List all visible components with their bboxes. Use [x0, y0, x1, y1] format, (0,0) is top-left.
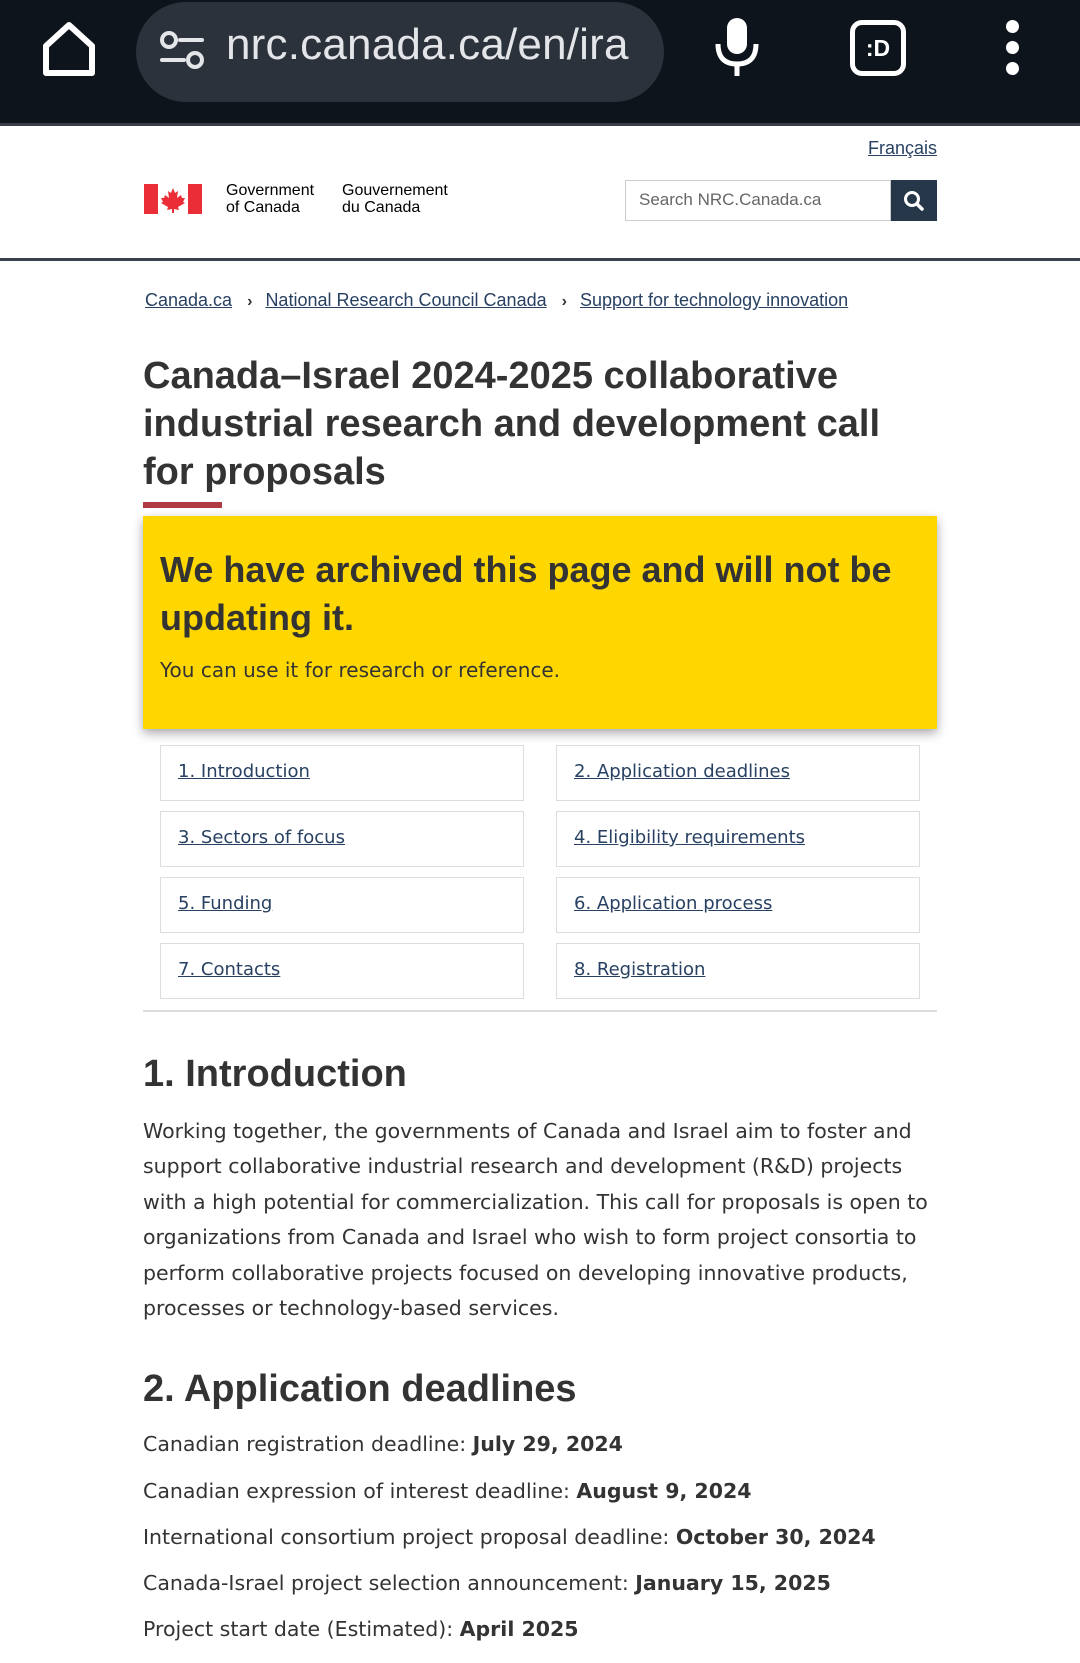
breadcrumb-support-tech-innovation[interactable]: Support for technology innovation: [579, 290, 849, 310]
search-icon: [891, 180, 937, 221]
deadline-item: [143, 1432, 623, 1456]
toc-application-process[interactable]: 6. Application process: [556, 877, 920, 933]
deadline-label: Project start date (Estimated):: [143, 1617, 460, 1641]
language-toggle-link[interactable]: Français: [868, 138, 938, 158]
toc-registration[interactable]: 8. Registration: [556, 943, 920, 999]
canada-flag-icon: [144, 184, 202, 214]
deadline-item: [143, 1525, 876, 1549]
archived-notice: [143, 516, 937, 729]
deadlines-heading: 2. Application deadlines: [143, 1368, 577, 1410]
deadline-item: [143, 1617, 579, 1641]
archived-notice-text: You can use it for research or reference.: [160, 658, 561, 682]
search-input[interactable]: Search NRC.Canada.ca: [625, 180, 891, 221]
gc-english-line1: Government: [226, 182, 315, 199]
url-text[interactable]: nrc.canada.ca/en/ira: [226, 20, 629, 69]
home-icon[interactable]: [38, 18, 100, 80]
gc-english-line2: of Canada: [226, 199, 300, 216]
deadline-label: Canadian registration deadline:: [143, 1432, 473, 1456]
deadline-date: January 15, 2025: [635, 1571, 831, 1595]
deadline-label: Canada-Israel project selection announcement:: [143, 1571, 636, 1595]
archived-notice-heading: We have archived this page and will not be updating it.: [160, 549, 892, 638]
search-button[interactable]: [891, 180, 937, 221]
deadline-label: Canadian expression of interest deadline:: [143, 1479, 577, 1503]
toc-introduction[interactable]: 1. Introduction: [160, 745, 524, 801]
toc-funding[interactable]: 5. Funding: [160, 877, 524, 933]
toc-sectors-of-focus[interactable]: 3. Sectors of focus: [160, 811, 524, 867]
deadline-date: July 29, 2024: [472, 1432, 623, 1456]
more-options-icon[interactable]: [1000, 20, 1024, 76]
introduction-paragraph: Working together, the governments of Canada and Israel aim to foster and support collaborative industrial research and development (R&D) projects with a high potential for commercialization. This call for proposals is open to organizations from Canada and Israel who wish to form project consortia to perform collaborative projects focused on developing innovative products, processes or technology-based services.: [143, 1119, 928, 1321]
title-accent-bar: [143, 502, 222, 508]
address-bar[interactable]: [136, 2, 664, 102]
gc-french-wordmark: [342, 182, 448, 216]
chevron-right-icon: ›: [561, 293, 567, 310]
toc-eligibility-requirements[interactable]: 4. Eligibility requirements: [556, 811, 920, 867]
microphone-icon[interactable]: [712, 16, 762, 78]
breadcrumb: [145, 290, 848, 311]
toc-contacts[interactable]: 7. Contacts: [160, 943, 524, 999]
toc-application-deadlines[interactable]: 2. Application deadlines: [556, 745, 920, 801]
browser-toolbar: [0, 0, 1080, 126]
breadcrumb-nrc[interactable]: National Research Council Canada: [265, 290, 547, 310]
deadline-date: October 30, 2024: [675, 1525, 876, 1549]
gc-french-line1: Gouvernement: [342, 182, 448, 199]
site-settings-icon[interactable]: [158, 30, 206, 70]
page-title: Canada–Israel 2024-2025 collaborative industrial research and development call for proposals: [143, 355, 881, 493]
deadline-date: August 9, 2024: [576, 1479, 752, 1503]
header-divider: [0, 258, 1080, 261]
deadline-item: [143, 1571, 831, 1595]
deadline-item: [143, 1479, 752, 1503]
tab-switcher-button[interactable]: :D: [850, 20, 906, 76]
toc-divider: [143, 1010, 937, 1012]
chevron-right-icon: ›: [247, 293, 253, 310]
gc-signature-logo[interactable]: [144, 182, 464, 222]
deadline-date: April 2025: [459, 1617, 579, 1641]
gc-french-line2: du Canada: [342, 199, 421, 216]
breadcrumb-canada-ca[interactable]: Canada.ca: [145, 290, 233, 310]
deadline-label: International consortium project proposal deadline:: [143, 1525, 676, 1549]
introduction-heading: 1. Introduction: [143, 1053, 407, 1095]
gc-english-wordmark: [226, 182, 314, 216]
